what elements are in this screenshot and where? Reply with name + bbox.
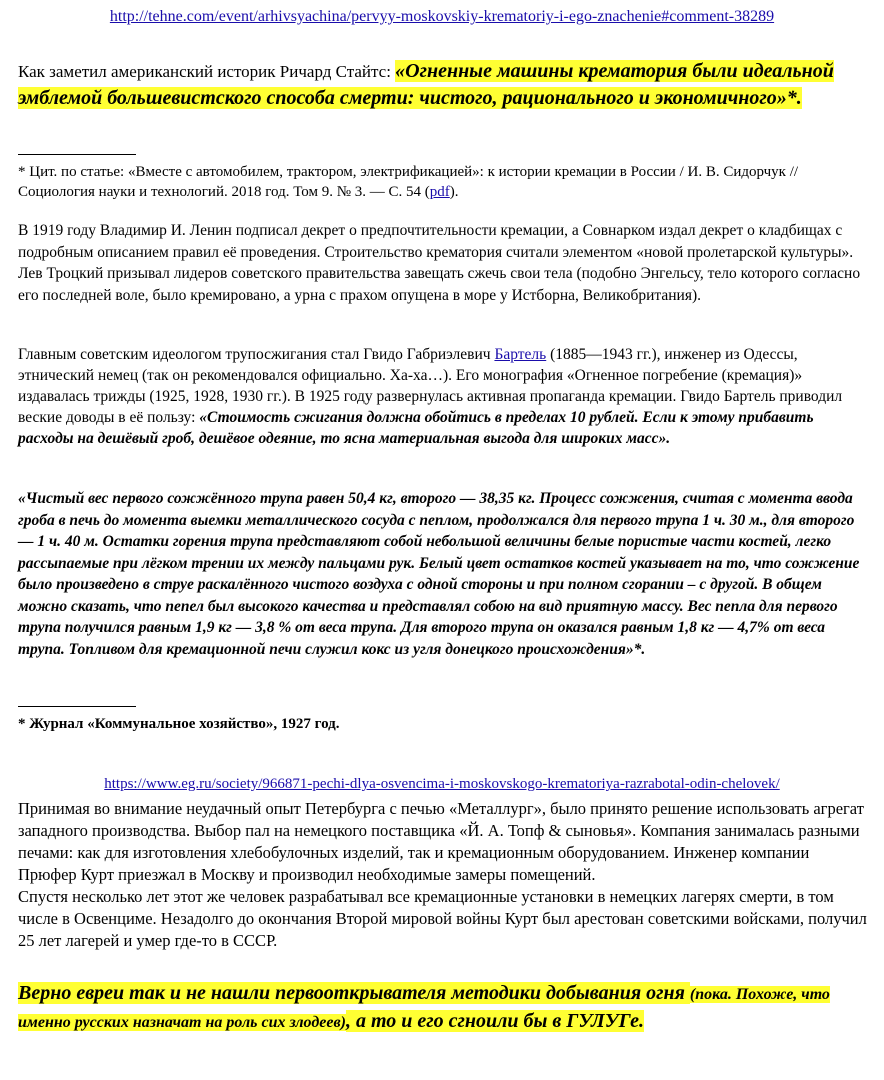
footnote-divider-2 (18, 706, 136, 707)
pdf-link[interactable]: pdf (429, 184, 450, 200)
source-link-tehne[interactable]: http://tehne.com/event/arhivsyachina/pervyy-moskovskiy-krematoriy-i-ego-znachenie#comment-38289 (109, 8, 775, 25)
bartel-quote: «Стоимость сжигания должна обойтись в пределах 10 рублей. Если к этому прибавить расходы на дешёвый гроб, дешёвое одеяние, то ясна материальная выгода для широких масс». (18, 409, 814, 447)
paragraph-topf (18, 798, 870, 952)
paragraph-bartel (18, 344, 870, 449)
bartel-link[interactable]: Бартель (494, 346, 547, 363)
paragraph-lenin-decree: В 1919 году Владимир И. Ленин подписал декрет о предпочтительности кремации, а Совнарком издал декрет о кладбищах с подробным описанием правил её проведения. Строительство крематория считали элементом «новой пролетарской культуры». Лев Троцкий призывал лидеров советского правительства завещать сжечь свои тела (подобно Энгельсу, тело которого согласно его последней воле, было кремировано, а урна с прахом опущена в море у Истборна, Великобритания). (18, 222, 861, 304)
paragraph-conclusion (18, 980, 870, 1036)
paragraph-stites-quote (18, 58, 870, 112)
conclusion-c: , а то и его сгноили бы в ГУЛУГе. (345, 1010, 644, 1032)
source-url-top (0, 8, 884, 26)
source-link-eg[interactable]: https://www.eg.ru/society/966871-pechi-dlya-osvencima-i-moskovskogo-krematoriya-razrabotal-odin-chelovek/ (104, 776, 780, 792)
topf-text-b: Спустя несколько лет этот же человек разрабатывал все кремационные установки в немецких лагерях смерти, в том числе в Освенциме. Незадолго до окончания Второй мировой войны Курт был арестован советскими войсками, получил 25 лет лагерей и умер где-то в СССР. (18, 887, 867, 950)
footnote-journal: * Журнал «Коммунальное хозяйство», 1927 год. (18, 716, 340, 732)
stites-intro: Как заметил американский историк Ричард Стайтс: (18, 62, 396, 81)
stites-quote-highlight: «Огненные машины крематория были идеальной эмблемой большевистского способа смерти: чистого, рационального и экономичного»*. (18, 60, 834, 109)
footnote-citation-text: * Цит. по статье: «Вместе с автомобилем, трактором, электрификацией»: к истории кремации в России / И. В. Сидорчук // Социология науки и технологий. 2018 год. Том 9. № 3. — С. 54 ( (18, 164, 799, 200)
topf-text-a: Принимая во внимание неудачный опыт Петербурга с печью «Металлург», было принято решение использовать агрегат западного производства. Выбор пал на немецкого поставщика «Й. А. Топф & сыновья». Компания занималась разными печами: как для изготовления хлебобулочных изделий, так и кремационным оборудованием. Инженер компании Прюфер Курт приезжал в Москву и производил необходимые замеры помещений. (18, 799, 864, 884)
bartel-text-a: Главным советским идеологом трупосжигания стал Гвидо Габриэлевич (18, 346, 495, 363)
footnote-citation-end: ). (449, 184, 459, 200)
bartel-text-b: (1885—1943 гг.), инженер из Одессы, этнический немец (так он рекомендовался официально. Ха-ха…). Его монография «Огненное погребение (кремация)» издавалась трижды (1925, 1928, 1930 гг.). В 1925 году развернулась активная пропаганда кремации. Гвидо Бартель приводил веские доводы в её пользу: (18, 346, 843, 426)
paragraph-cremation-report: «Чистый вес первого сожжённого трупа равен 50,4 кг, второго — 38,35 кг. Процесс сожжения, считая с момента ввода гроба в печь до момента выемки металлического сосуда с пеплом, продолжался для первого трупа 1 ч. 30 м., для второго — 1 ч. 40 м. Остатки горения трупа представляют собой небольшой величины белые пористые части костей, легко рассыпаемые при лёгком трении их между пальцами рук. Белый цвет остатков костей указывает на то, что сожжение было произведено в струе раскалённого чистого воздуха с одной стороны и при полном сгорании – с другой. В общем можно сказать, что пепел был высокого качества и представлял собою на вид приятную массу. Вес пепла для первого трупа получился равным 1,9 кг — 3,8 % от веса трупа. Для второго трупа он оказался равным 1,8 кг — 4,7% от веса трупа. Топливом для кремационной печи служил кокс из угля донецкого происхождения»*. (18, 490, 860, 658)
footnote-divider (18, 154, 136, 155)
conclusion-a: Верно евреи так и не нашли первооткрывателя методики добывания огня (18, 982, 690, 1004)
footnote-citation (18, 162, 870, 202)
source-url-mid (0, 776, 884, 793)
conclusion-b: (пока. Похоже, что именно русских назначат на роль сих злодеев) (18, 986, 830, 1031)
